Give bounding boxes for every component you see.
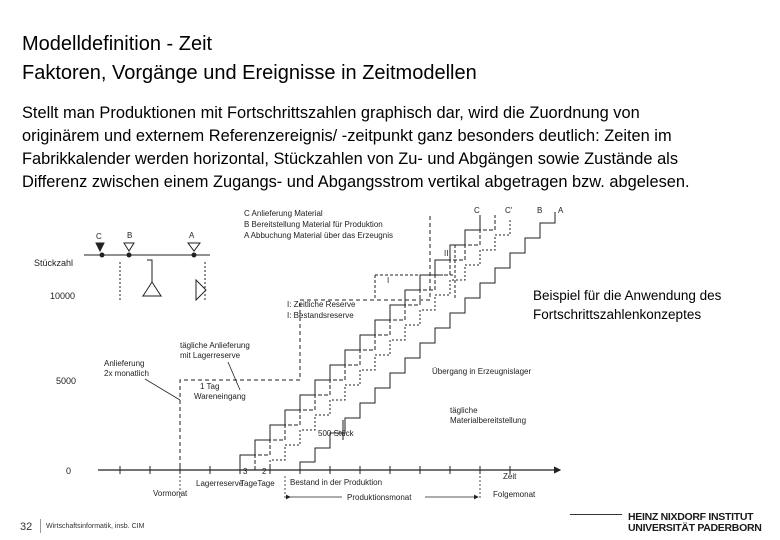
production-month-label: Produktionsmonat — [347, 493, 412, 502]
logo-line-1: HEINZ NIXDORF INSTITUT — [628, 511, 754, 523]
y-label-10000: 10000 — [50, 291, 76, 301]
daily-delivery-label-2: mit Lagerreserve — [180, 351, 241, 360]
reserve-label-1: I: Zeitliche Reserve — [287, 300, 356, 309]
legend-a: A Abbuchung Material über das Erzeugnis — [244, 231, 393, 240]
footer-divider — [40, 519, 41, 533]
title-line-2: Faktoren, Vorgänge und Ereignisse in Zeitmodellen — [22, 62, 477, 84]
top-label-c-prime: C' — [505, 206, 513, 215]
delivery-label-2: 2x monatlich — [104, 369, 149, 378]
node-label-c: C — [96, 232, 102, 241]
logo-rule — [570, 514, 622, 515]
title-line-1: Modelldefinition - Zeit — [22, 33, 213, 55]
node-label-b: B — [127, 231, 133, 240]
body-line-1: Stellt man Produktionen mit Fortschrittszahlen graphisch dar, wird die Zuordnung von — [22, 104, 640, 122]
page-number: 32 — [20, 521, 33, 533]
previous-month-label: Vormonat — [153, 489, 188, 498]
top-label-a: A — [558, 206, 564, 215]
y-axis-title: Stückzahl — [34, 258, 74, 268]
diagram-caption — [533, 286, 773, 324]
transition-label: Übergang in Erzeugnislager — [432, 367, 532, 376]
body-line-4: Differenz zwischen einem Zugangs- und Abgangsstrom vertikal abgetragen bzw. abgelesen. — [22, 173, 690, 191]
delivery-label-1: Anlieferung — [104, 359, 145, 368]
logo-line-2: UNIVERSITÄT PADERBORN — [628, 522, 762, 534]
y-label-5000: 5000 — [56, 376, 77, 386]
day-number-2: 2 — [262, 467, 267, 476]
roman-ii: II — [444, 249, 449, 258]
caption-line-1: Beispiel für die Anwendung des — [533, 288, 722, 303]
daily-delivery-pointer — [228, 362, 240, 390]
day-number-3: 3 — [243, 467, 248, 476]
next-month-label: Folgemonat — [493, 490, 536, 499]
body-line-2: originärem und externem Referenzereignis/ -zeitpunkt ganz besonders deutlich: Zeiten im — [22, 127, 672, 145]
days-label: TageTage — [240, 479, 275, 488]
body-line-3: Fabrikkalender werden horizontal, Stückzahlen von Zu- und Abgängen sowie Zustände als — [22, 150, 679, 168]
footer-text: Wirtschaftsinformatik, insb. CIM — [46, 523, 145, 530]
roman-i: I — [387, 276, 390, 285]
flow-nodes — [84, 243, 210, 300]
legend-b: B Bereitstellung Material für Produktion — [244, 220, 383, 229]
legend-c: C Anlieferung Material — [244, 209, 323, 218]
time-axis-label: Zeit — [503, 472, 517, 481]
reserve-label-2: I: Bestandsreserve — [287, 311, 354, 320]
daily-provision-label-2: Materialbereitstellung — [450, 416, 527, 425]
wip-label: Bestand in der Produktion — [290, 478, 383, 487]
stock-reserve-label: Lagerreserve — [196, 479, 244, 488]
node-label-a: A — [189, 231, 195, 240]
one-day-label-1: 1 Tag — [200, 382, 220, 391]
daily-provision-label-1: tägliche — [450, 406, 478, 415]
daily-delivery-label-1: tägliche Anlieferung — [180, 341, 250, 350]
top-label-b: B — [537, 206, 543, 215]
500-units-label: 500 Stück — [318, 429, 354, 438]
delivery-pointer — [145, 379, 180, 400]
one-day-label-2: Wareneingang — [194, 392, 246, 401]
institute-logo — [628, 512, 762, 534]
top-label-c: C — [474, 206, 480, 215]
caption-line-2: Fortschrittszahlenkonzeptes — [533, 307, 702, 322]
y-label-0: 0 — [66, 466, 72, 476]
